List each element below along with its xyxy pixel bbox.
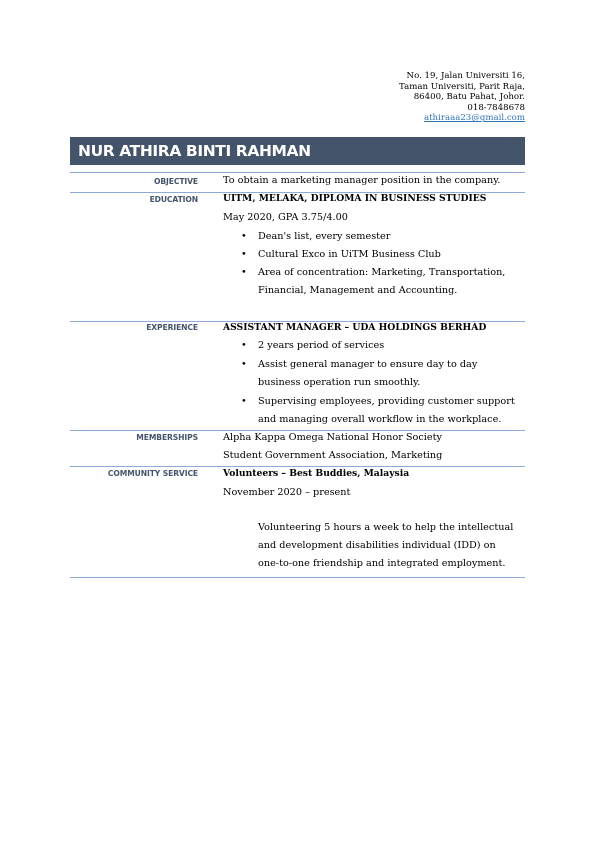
section-divider <box>70 466 525 467</box>
experience-title: ASSISTANT MANAGER – UDA HOLDINGS BERHAD <box>223 322 487 333</box>
bullet: • <box>241 396 247 407</box>
section-label-memberships: MEMBERSHIPS <box>136 433 198 442</box>
address-line-3: 86400, Batu Pahat, Johor. <box>413 92 525 103</box>
experience-bullet-1: 2 years period of services <box>258 340 385 351</box>
community-desc-line-1: Volunteering 5 hours a week to help the intellectual <box>258 522 514 533</box>
section-divider <box>70 430 525 431</box>
bullet: • <box>241 231 247 242</box>
experience-bullet-3-line-1: Supervising employees, providing customer support <box>258 396 515 407</box>
email-link[interactable]: athiraaa23@gmail.com <box>423 113 525 124</box>
bullet: • <box>241 249 247 260</box>
section-label-community-service: COMMUNITY SERVICE <box>107 469 198 478</box>
bullet: • <box>241 267 247 278</box>
education-date: May 2020, GPA 3.75/4.00 <box>223 212 348 223</box>
experience-bullet-3-line-2: and managing overall workflow in the workplace. <box>258 414 502 425</box>
education-bullet-3-line-2: Financial, Management and Accounting. <box>258 285 458 296</box>
phone-number: 018-7848678 <box>467 102 525 113</box>
experience-bullet-2-line-1: Assist general manager to ensure day to day <box>258 359 478 370</box>
name-banner: NUR ATHIRA BINTI RAHMAN <box>70 137 525 165</box>
education-bullet-1: Dean's list, every semester <box>258 231 391 242</box>
community-desc-line-3: one-to-one friendship and integrated employment. <box>258 558 506 569</box>
community-date: November 2020 – present <box>223 487 351 498</box>
bullet: • <box>241 340 247 351</box>
address-line-2: Taman Universiti, Parit Raja, <box>399 81 525 92</box>
bullet: • <box>241 359 247 370</box>
community-title: Volunteers – Best Buddies, Malaysia <box>223 468 410 479</box>
section-divider <box>70 172 525 173</box>
section-label-objective: OBJECTIVE <box>154 177 198 186</box>
education-title: UITM, MELAKA, DIPLOMA IN BUSINESS STUDIES <box>223 193 487 204</box>
objective-text: To obtain a marketing manager position in the company. <box>223 175 501 186</box>
section-label-experience: EXPERIENCE <box>146 323 198 332</box>
education-bullet-2: Cultural Exco in UiTM Business Club <box>258 249 441 260</box>
section-label-education: EDUCATION <box>149 195 198 204</box>
section-divider <box>70 577 525 578</box>
address-line-1: No. 19, Jalan Universiti 16, <box>406 71 525 81</box>
contact-block <box>399 71 525 124</box>
membership-2: Student Government Association, Marketing <box>223 450 443 461</box>
education-bullet-3-line-1: Area of concentration: Marketing, Transportation, <box>258 267 506 278</box>
community-desc-line-2: and development disabilities individual (IDD) on <box>258 540 496 551</box>
membership-1: Alpha Kappa Omega National Honor Society <box>223 432 442 443</box>
experience-bullet-2-line-2: business operation run smoothly. <box>258 377 421 388</box>
